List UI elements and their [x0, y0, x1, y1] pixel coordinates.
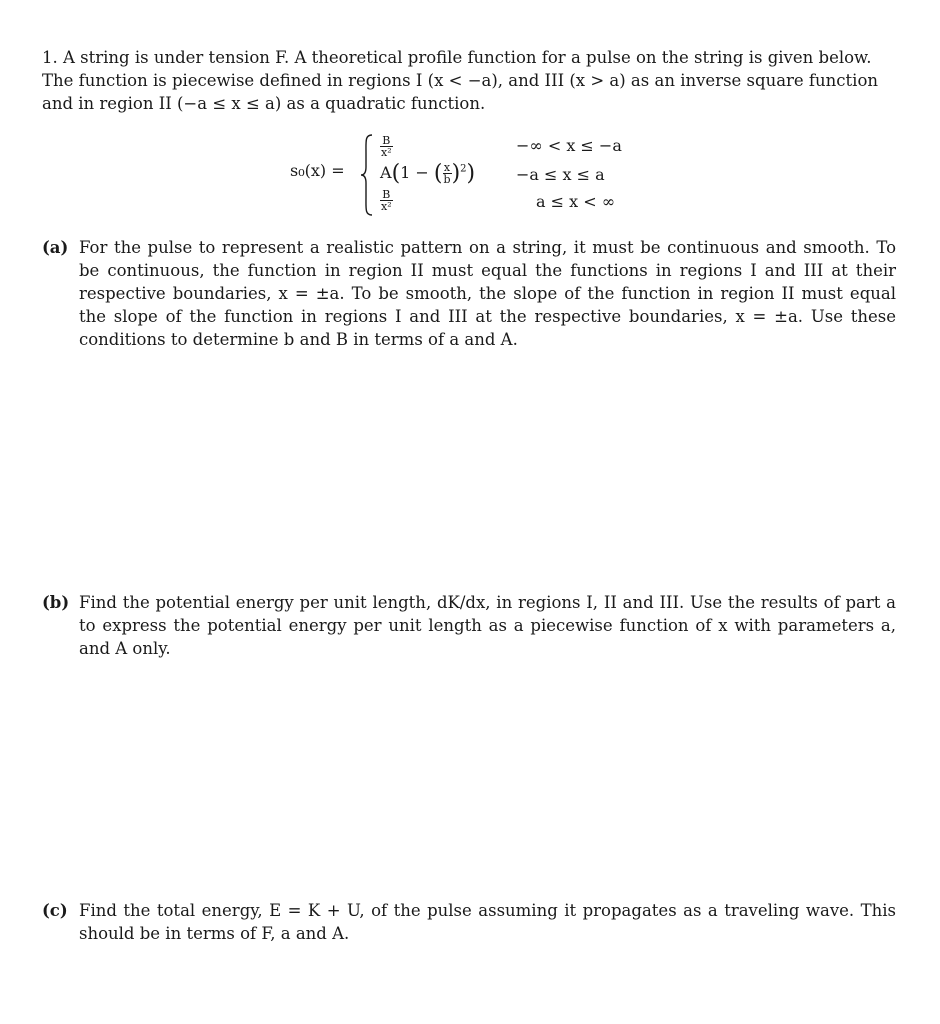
problem-statement — [42, 46, 896, 115]
case-1-condition: −∞ < x ≤ −a — [516, 136, 622, 155]
part-c-label: (c) — [42, 901, 68, 920]
equation-lhs: s₀(x) = — [290, 161, 345, 180]
part-b — [42, 591, 896, 660]
case-1-numerator: B — [380, 135, 393, 147]
case-2-condition: −a ≤ x ≤ a — [516, 165, 605, 184]
part-a — [42, 236, 896, 351]
case-2-value: A(1 − ( $\frac{x}{b}$ )$^2$) — [380, 161, 476, 186]
part-b-text: Find the potential energy per unit length, dK/dx, in regions I, II and III. Use the results of part a to express the potential energy per unit length as a piecewise function of x with parameters a, and A only. — [79, 593, 896, 658]
problem-intro-line-1: A string is under tension F. A theoretical profile function for a pulse on the string is given below. — [63, 48, 872, 67]
case-1-value — [380, 135, 393, 158]
case-2-one-minus: 1 − — [400, 163, 429, 182]
case-1-denominator: x² — [381, 146, 392, 159]
case-3-value — [380, 189, 393, 212]
case-2-exponent: 2 — [460, 163, 467, 175]
left-brace — [360, 133, 374, 217]
problem-intro-line-2: The function is piecewise defined in regions I (x < −a), and III (x > a) as an inverse square function — [42, 71, 879, 90]
part-b-label: (b) — [42, 593, 70, 612]
part-a-label: (a) — [42, 238, 69, 257]
part-c-text: Find the total energy, E = K + U, of the pulse assuming it propagates as a traveling wave. This should be in terms of F, a and A. — [79, 901, 896, 943]
case-3-condition: a ≤ x < ∞ — [536, 192, 616, 211]
piecewise-equation — [290, 133, 670, 217]
part-a-text: For the pulse to represent a realistic pattern on a string, it must be continuous and smooth. To be continuous, the function in region II must equal the functions in regions I and III at their respective boundaries, x = ±a. To be smooth, the slope of the function in region II must equal the slope of the function in regions I and III at the respective boundaries, x = ±a. Use these conditions to determine b and B in terms of a and A. — [79, 238, 896, 349]
problem-intro-line-3: and in region II (−a ≤ x ≤ a) as a quadratic function. — [42, 94, 486, 113]
case-2-coefficient: A — [380, 163, 392, 182]
case-3-denominator: x² — [381, 200, 392, 213]
case-2-frac-denominator: b — [443, 173, 451, 186]
part-c — [42, 899, 896, 945]
problem-number: 1. — [42, 48, 58, 67]
case-2-frac-numerator: x — [443, 161, 451, 174]
case-3-numerator: B — [380, 189, 393, 201]
